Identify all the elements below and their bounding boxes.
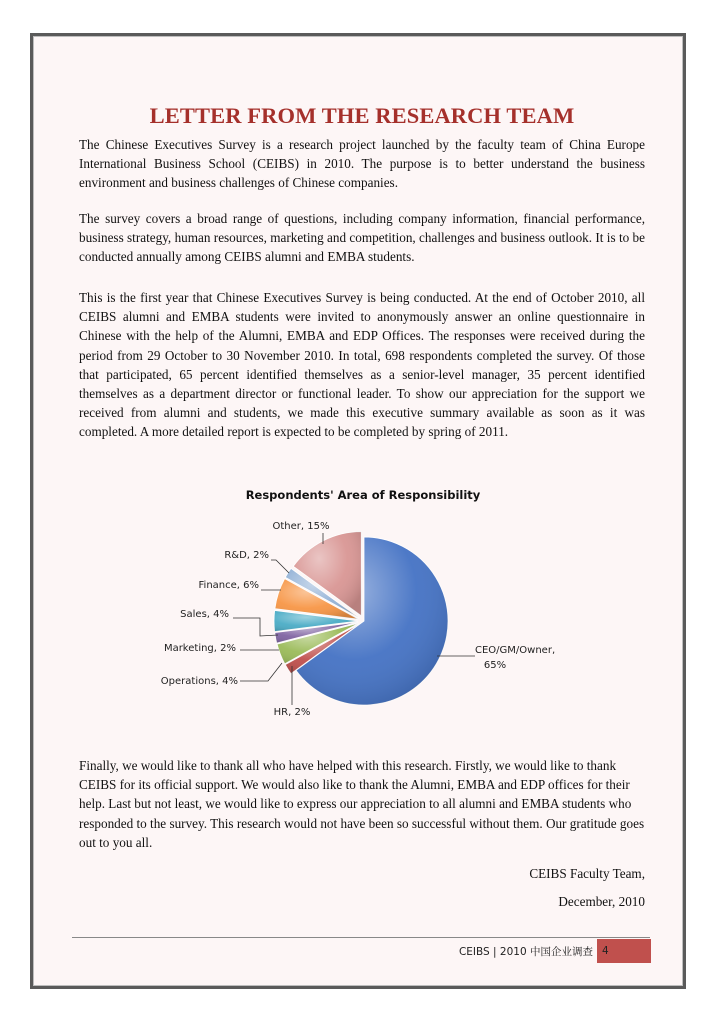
paragraph-method: This is the first year that Chinese Executives Survey is being conducted. At the end of October 2010, all CEIBS alumni and EMBA students were invited to anonymously answer an online questionnaire in Chinese with the help of the Alumni, EMBA and EDP Offices. The responses were received during the period from 29 October to 30 November 2010. In total, 698 respondents completed the survey. Of those that participated, 65 percent identified themselves as a senior-level manager, 35 percent identified themselves as a department director or functional leader. To show our appreciation for the support we received from alumni and students, we made this executive summary available as soon as it was completed. A more detailed report is expected to be completed by spring of 2011. [79, 290, 645, 440]
page-number: 4 [597, 939, 651, 963]
data-label: HR, 2% [273, 707, 311, 718]
pie-chart [150, 478, 580, 728]
signature-team: CEIBS Faculty Team, [529, 866, 645, 881]
data-label: Operations, 4% [160, 676, 238, 687]
data-label: Marketing, 2% [163, 643, 236, 654]
leader-line [271, 560, 289, 573]
paragraph-thanks: Finally, we would like to thank all who have helped with this research. Firstly, we would like to thank CEIBS for its official support. We would also like to thank the Alumni, EMBA and EDP offices for their help. Last but not least, we would like to express our appreciation to all alumni and EMBA students who responded to the survey. This research would not have been so successful without them. Our gratitude goes out to you all. [79, 758, 645, 850]
data-label: CEO/GM/Owner, [475, 645, 556, 656]
leader-line [233, 618, 278, 636]
page-title: LETTER FROM THE RESEARCH TEAM [149, 103, 575, 129]
footer-divider [72, 937, 650, 938]
data-label: 65% [483, 660, 507, 671]
data-label: Sales, 4% [180, 609, 229, 620]
footer-text: CEIBS | 2010 中国企业调查 [458, 946, 593, 958]
chart-title: Respondents' Area of Responsibility [245, 488, 481, 502]
paragraph-scope: The survey covers a broad range of questions, including company information, financial performance, business strategy, human resources, marketing and competition, challenges and business outlook. It is to be conducted annually among CEIBS alumni and EMBA students. [79, 211, 645, 265]
data-label: Other, 15% [272, 521, 330, 532]
signature-date: December, 2010 [558, 894, 645, 909]
paragraph-intro: The Chinese Executives Survey is a research project launched by the faculty team of China Europe International Business School (CEIBS) in 2010. The purpose is to better understand the business environment and business challenges of Chinese companies. [79, 137, 645, 191]
data-label: Finance, 6% [198, 580, 259, 591]
leader-line [240, 663, 282, 681]
data-label: R&D, 2% [224, 550, 269, 561]
